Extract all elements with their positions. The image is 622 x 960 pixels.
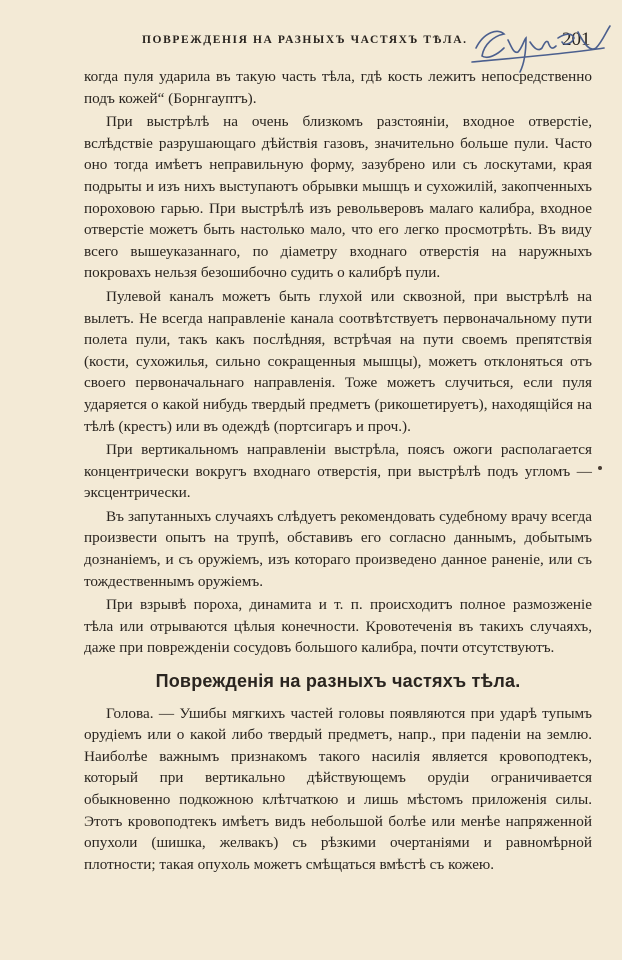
margin-ink-dot <box>598 466 602 470</box>
page-number: 201 <box>562 29 591 50</box>
page-body <box>84 66 592 875</box>
paragraph: Пулевой каналъ можетъ быть глухой или сквозной, при выстрѣлѣ на вылетъ. Не всегда направленіе канала соотвѣтствуетъ первоначальному пути полета пули, такъ какъ послѣдняя, встрѣчая на пути своемъ препятствія (кости, сухожилья, сильно сокращенныя мышцы), можетъ отклоняться отъ своего первоначальнаго направленія. Тоже можетъ случиться, если пуля ударяется о какой нибудь твердый предметъ (рикошетируетъ), находящійся на тѣлѣ (крестъ) или въ одеждѣ (портсигаръ и проч.). <box>84 287 592 435</box>
paragraph: При взрывѣ пороха, динамита и т. п. происходитъ полное размозженіе тѣла или отрываются цѣлыя конечности. Кровотеченія въ такихъ случаяхъ, даже при поврежденіи сосудовъ большого калибра, почти отсутствуютъ. <box>84 596 592 657</box>
paragraph: Въ запутанныхъ случаяхъ слѣдуетъ рекомендовать судебному врачу всегда произвести опытъ на трупѣ, обставивъ его согласно даннымъ, добытымъ дознаніемъ, и съ оружіемъ, изъ котораго произведено данное раненіе, или съ тождественнымъ оружіемъ. <box>84 507 592 590</box>
running-head: ПОВРЕЖДЕНІЯ НА РАЗНЫХЪ ЧАСТЯХЪ ТѢЛА. <box>142 34 468 46</box>
paragraph: когда пуля ударила въ такую часть тѣла, гдѣ кость лежитъ непосредственно подъ кожей“ (Борнгауптъ). <box>84 68 592 107</box>
section-heading: Поврежденія на разныхъ частяхъ тѣла. <box>155 671 521 692</box>
paragraph: При вертикальномъ направленіи выстрѣла, поясъ ожоги располагается концентрически вокругъ входнаго отверстія, при выстрѣлѣ подъ угломъ — эксцентрически. <box>84 441 592 502</box>
paragraph: Голова. — Ушибы мягкихъ частей головы появляются при ударѣ тупымъ орудіемъ или о какой либо твердый предметъ, напр., при паденіи на землю. Наиболѣе важнымъ признакомъ такого насилія является кровоподтекъ, который при вертикально дѣйствующемъ орудіи ограничивается обыкновенно подкожною клѣтчаткою и лишь мѣстомъ приложенія силы. Этотъ кровоподтекъ имѣетъ видъ небольшой болѣе или менѣе напряженной опухоли (шишка, желвакъ) съ рѣзкими очертаніями и равномѣрной плотности; такая опухоль можетъ смѣщаться вмѣстѣ съ кожею. <box>84 704 592 873</box>
paragraph: При выстрѣлѣ на очень близкомъ разстояніи, входное отверстіе, вслѣдствіе разрушающаго дѣйствія газовъ, значительно больше пули. Часто оно тогда имѣетъ неправильную форму, зазубрено или съ лоскутами, края подрыты и изъ нихъ выступаютъ обрывки мышцъ и сухожилій, закопченныхъ пороховою гарью. При выстрѣлѣ изъ револьверовъ малаго калибра, входное отверстіе можетъ быть настолько мало, что его легко просмотрѣть. Въ виду всего вышеуказаннаго, по діаметру входнаго отверстія на наружныхъ покровахъ нельзя безошибочно судить о калибрѣ пули. <box>84 113 592 282</box>
